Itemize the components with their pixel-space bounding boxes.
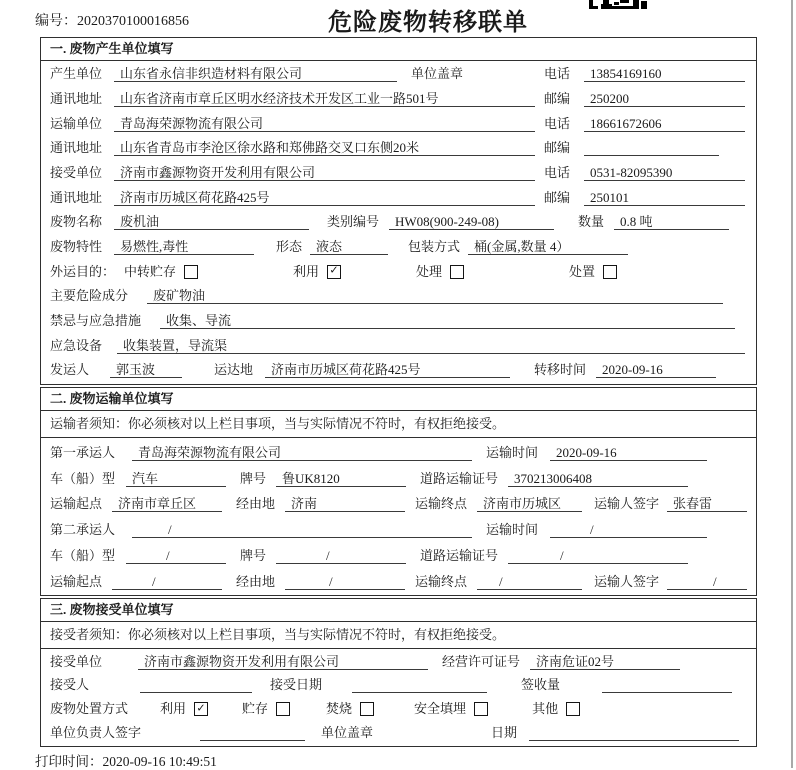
destination-label: 运达地 bbox=[214, 362, 254, 378]
unit-seal-label: 单位盖章 bbox=[321, 724, 374, 740]
checkbox-treat bbox=[450, 265, 464, 279]
row-route-1 bbox=[41, 490, 756, 516]
plate-value: 鲁UK8120 bbox=[276, 471, 406, 487]
checkbox-group-landfill bbox=[414, 701, 488, 717]
first-carrier-value: 青岛海荣源物流有限公司 bbox=[132, 445, 472, 461]
packing-label: 包装方式 bbox=[408, 239, 461, 254]
address-label: 通讯地址 bbox=[50, 189, 103, 205]
receiver-label: 接受单位 bbox=[50, 164, 103, 180]
serial-value: 2020370100016856 bbox=[77, 14, 189, 29]
plate-label: 牌号 bbox=[240, 547, 267, 563]
taboo-label: 禁忌与应急措施 bbox=[50, 313, 142, 329]
row-first-carrier bbox=[41, 438, 756, 464]
transporter-value: 青岛海荣源物流有限公司 bbox=[114, 116, 535, 132]
receiver-address-value: 济南市历城区荷花路425号 bbox=[114, 190, 535, 206]
section3-header: 三. 废物接受单位填写 bbox=[41, 599, 756, 622]
transporter-notice: 运输者须知：你必须核对以上栏目事项，当与实际情况不符时，有权拒绝接受。 bbox=[41, 411, 756, 439]
checkbox-group-treat bbox=[416, 264, 464, 280]
transfer-time-label: 转移时间 bbox=[534, 362, 587, 378]
sender-value: 郭玉波 bbox=[110, 362, 182, 378]
transporter-zip-value bbox=[584, 140, 719, 156]
category-label: 类别编号 bbox=[327, 214, 380, 230]
route-via-label: 经由地 bbox=[236, 573, 276, 589]
hazard-label: 主要危险成分 bbox=[50, 288, 129, 304]
checkbox-label: 中转贮存 bbox=[124, 263, 177, 279]
section-receiver bbox=[40, 598, 757, 747]
receive-person-label: 接受人 bbox=[50, 677, 90, 693]
quantity-value: 0.8 吨 bbox=[614, 214, 729, 230]
road-permit-label: 道路运输证号 bbox=[420, 547, 499, 563]
row-receiver-address bbox=[41, 184, 756, 209]
checkbox-group-transfer-storage bbox=[124, 264, 198, 280]
address-label: 通讯地址 bbox=[50, 90, 103, 106]
row-disposal-method bbox=[41, 696, 756, 720]
checkbox-group-other bbox=[532, 701, 580, 717]
carrier-sign-label: 运输人签字 bbox=[594, 573, 660, 589]
address-label: 通讯地址 bbox=[50, 140, 103, 156]
section1-header: 一. 废物产生单位填写 bbox=[41, 38, 756, 61]
form-label: 形态 bbox=[276, 239, 303, 254]
row-waste-character bbox=[41, 233, 756, 258]
checkbox-transfer-storage bbox=[184, 265, 198, 279]
row-leader-sign bbox=[41, 720, 756, 744]
row-waste-name bbox=[41, 209, 756, 234]
phone-label: 电话 bbox=[544, 66, 571, 82]
row-sender bbox=[41, 357, 756, 382]
checkbox-group-dispose bbox=[569, 264, 617, 280]
receipt-amount-value bbox=[602, 677, 732, 693]
checkbox-other bbox=[566, 702, 580, 716]
producer-address-value: 山东省济南市章丘区明水经济技术开发区工业一路501号 bbox=[114, 91, 535, 107]
receiver-phone-value: 0531-82095390 bbox=[584, 165, 745, 181]
page-title: 危险废物转移联单 bbox=[328, 10, 528, 36]
taboo-value: 收集、导流 bbox=[160, 313, 735, 329]
row-vehicle-1 bbox=[41, 464, 756, 490]
row-transporter-address bbox=[41, 135, 756, 160]
producer-value: 山东省永信非织造材料有限公司 bbox=[114, 66, 397, 82]
leader-sign-label: 单位负责人签字 bbox=[50, 724, 142, 740]
check-mark: ✓ bbox=[196, 702, 206, 715]
vehicle-type-value: 汽车 bbox=[126, 471, 226, 487]
carrier-sign-label: 运输人签字 bbox=[594, 496, 660, 512]
checkbox-group-burn bbox=[326, 701, 374, 717]
transporter-address-value: 山东省青岛市李沧区徐水路和郑佛路交叉口东侧20米 bbox=[114, 140, 535, 156]
receive-person-value bbox=[140, 677, 252, 693]
checkbox-label: 焚烧 bbox=[326, 701, 353, 717]
page-right-edge bbox=[791, 0, 793, 768]
checkbox-label: 安全填埋 bbox=[414, 701, 467, 717]
vehicle-type-value: / bbox=[126, 548, 226, 564]
route-start-label: 运输起点 bbox=[50, 573, 103, 589]
license-label: 经营许可证号 bbox=[442, 653, 521, 669]
disposal-method-label: 废物处置方式 bbox=[50, 701, 129, 717]
first-carrier-label: 第一承运人 bbox=[50, 444, 116, 460]
receive-unit-value: 济南市鑫源物资开发利用有限公司 bbox=[138, 654, 428, 670]
checkbox-dispose bbox=[603, 265, 617, 279]
route-via-value: 济南 bbox=[285, 496, 405, 512]
purpose-label: 外运目的： bbox=[50, 263, 116, 279]
transport-time-label: 运输时间 bbox=[486, 522, 539, 538]
leader-sign-value bbox=[200, 725, 305, 741]
route-end-value: 济南市历城区 bbox=[477, 496, 582, 512]
check-mark: ✓ bbox=[329, 264, 339, 277]
receive-unit-label: 接受单位 bbox=[50, 653, 103, 669]
transporter-label: 运输单位 bbox=[50, 115, 103, 131]
second-carrier-label: 第二承运人 bbox=[50, 522, 116, 538]
receive-date-value bbox=[352, 677, 487, 693]
producer-label: 产生单位 bbox=[50, 66, 103, 82]
producer-zip-value: 250200 bbox=[584, 91, 745, 107]
section-producer bbox=[40, 37, 757, 385]
checkbox-burn bbox=[360, 702, 374, 716]
receipt-amount-label: 签收量 bbox=[521, 677, 561, 693]
sender-label: 发运人 bbox=[50, 362, 90, 378]
row-receive-person bbox=[41, 673, 756, 697]
hazard-value: 废矿物油 bbox=[147, 288, 723, 304]
checkbox-label: 贮存 bbox=[242, 701, 269, 717]
transport-time-value: 2020-09-16 bbox=[550, 445, 707, 461]
route-via-label: 经由地 bbox=[236, 496, 276, 512]
row-receive-unit bbox=[41, 649, 756, 673]
route-via-value: / bbox=[285, 574, 405, 590]
print-time-label: 打印时间： bbox=[35, 754, 103, 769]
row-route-2 bbox=[41, 567, 756, 593]
transfer-time-value: 2020-09-16 bbox=[596, 362, 716, 378]
checkbox-group-use bbox=[293, 264, 341, 280]
carrier-sign-value: / bbox=[667, 574, 747, 590]
checkbox-use bbox=[194, 702, 208, 716]
producer-seal-label: 单位盖章 bbox=[411, 66, 464, 82]
row-receiver bbox=[41, 159, 756, 184]
carrier-sign-value: 张春雷 bbox=[667, 496, 747, 512]
receiver-value: 济南市鑫源物资开发利用有限公司 bbox=[114, 165, 535, 181]
receiver-notice: 接受者须知：你必须核对以上栏目事项，当与实际情况不符时，有权拒绝接受。 bbox=[41, 622, 756, 650]
waste-name-label: 废物名称 bbox=[50, 214, 103, 230]
print-time-value: 2020-09-16 10:49:51 bbox=[102, 754, 217, 769]
road-permit-label: 道路运输证号 bbox=[420, 470, 499, 486]
road-permit-value: / bbox=[508, 548, 688, 564]
row-hazard bbox=[41, 283, 756, 308]
receiver-zip-value: 250101 bbox=[584, 190, 745, 206]
form-value: 液态 bbox=[310, 239, 388, 255]
date-label: 日期 bbox=[491, 724, 518, 740]
plate-value: / bbox=[276, 548, 406, 564]
route-start-value: 济南市章丘区 bbox=[112, 496, 222, 512]
route-start-value: / bbox=[112, 574, 222, 590]
form-serial-number bbox=[35, 10, 189, 30]
row-second-carrier bbox=[41, 515, 756, 541]
date-value bbox=[529, 725, 739, 741]
character-label: 废物特性 bbox=[50, 239, 103, 254]
second-carrier-value: / bbox=[132, 522, 472, 538]
producer-phone-value: 13854169160 bbox=[584, 66, 745, 82]
checkbox-group-use bbox=[160, 701, 208, 717]
transport-time-label: 运输时间 bbox=[486, 444, 539, 460]
row-transporter bbox=[41, 110, 756, 135]
print-time bbox=[35, 750, 217, 770]
route-end-label: 运输终点 bbox=[415, 573, 468, 589]
transporter-phone-value: 18661672606 bbox=[584, 116, 745, 132]
category-value: HW08(900-249-08) bbox=[389, 214, 554, 230]
checkbox-label: 处置 bbox=[569, 263, 596, 279]
destination-value: 济南市历城区荷花路425号 bbox=[265, 362, 510, 378]
row-producer bbox=[41, 61, 756, 86]
transport-time-value: / bbox=[550, 522, 707, 538]
plate-label: 牌号 bbox=[240, 470, 267, 486]
character-value: 易燃性,毒性 bbox=[114, 239, 254, 255]
receive-date-label: 接受日期 bbox=[270, 677, 323, 693]
waste-name-value: 废机油 bbox=[114, 214, 309, 230]
zip-label: 邮编 bbox=[544, 189, 571, 205]
transfer-form-table bbox=[40, 37, 757, 749]
checkbox-label: 其他 bbox=[532, 701, 559, 717]
checkbox-label: 利用 bbox=[293, 263, 320, 279]
row-equipment bbox=[41, 332, 756, 357]
phone-label: 电话 bbox=[544, 164, 571, 180]
quantity-label: 数量 bbox=[578, 214, 605, 230]
packing-value: 桶(金属,数量 4） bbox=[468, 239, 628, 255]
row-vehicle-2 bbox=[41, 541, 756, 567]
vehicle-type-label: 车（船）型 bbox=[50, 547, 116, 563]
phone-label: 电话 bbox=[544, 115, 571, 131]
vehicle-type-label: 车（船）型 bbox=[50, 470, 116, 486]
row-purpose bbox=[41, 258, 756, 283]
route-start-label: 运输起点 bbox=[50, 496, 103, 512]
route-end-value: / bbox=[477, 574, 582, 590]
checkbox-store bbox=[276, 702, 290, 716]
equipment-label: 应急设备 bbox=[50, 337, 103, 353]
road-permit-value: 370213006408 bbox=[508, 471, 688, 487]
row-producer-address bbox=[41, 85, 756, 110]
checkbox-group-store bbox=[242, 701, 290, 717]
checkbox-landfill bbox=[474, 702, 488, 716]
route-end-label: 运输终点 bbox=[415, 496, 468, 512]
row-taboo bbox=[41, 307, 756, 332]
equipment-value: 收集装置，导流渠 bbox=[117, 338, 745, 354]
serial-label: 编号： bbox=[35, 14, 77, 29]
zip-label: 邮编 bbox=[544, 90, 571, 106]
section2-header: 二. 废物运输单位填写 bbox=[41, 388, 756, 411]
section-transporter bbox=[40, 387, 757, 596]
qr-code-fragment bbox=[589, 0, 647, 9]
checkbox-label: 利用 bbox=[160, 701, 187, 717]
license-value: 济南危证02号 bbox=[530, 654, 680, 670]
checkbox-use bbox=[327, 265, 341, 279]
zip-label: 邮编 bbox=[544, 140, 571, 156]
checkbox-label: 处理 bbox=[416, 263, 443, 279]
